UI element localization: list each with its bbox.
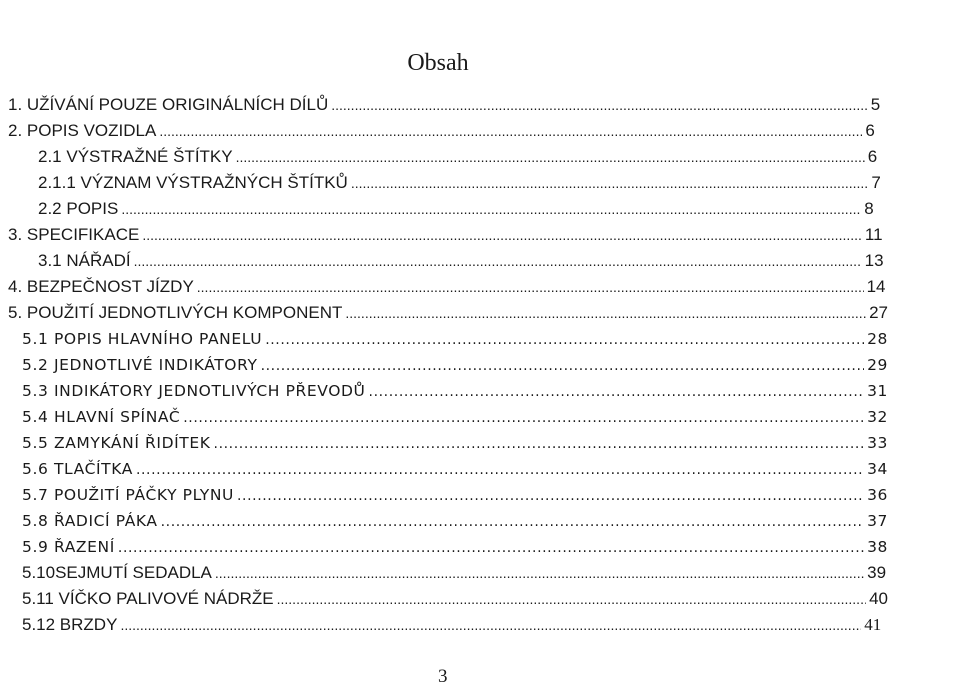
toc-entry[interactable] [8,118,888,144]
toc-leader [351,170,869,196]
toc-entry-page: 28 [867,330,888,348]
toc-entry[interactable] [38,196,888,222]
toc-leader [161,509,864,535]
toc-entry-label: 5.9 ŘAZENÍ [22,538,115,556]
toc-entry-label: 5.7 POUŽITÍ PÁČKY PLYNU [22,486,234,504]
toc-entry-page: 33 [867,434,888,452]
toc-leader [236,144,865,170]
toc-entry-label: 2. POPIS VOZIDLA [8,121,157,140]
toc-leader [331,92,868,118]
toc-entry-page: 38 [867,538,888,556]
toc-entry-label: 5.4 HLAVNÍ SPÍNAČ [22,408,181,426]
toc-entry-page: 14 [866,277,886,296]
toc-entry-label: 3.1 NÁŘADÍ [38,251,131,270]
toc-entry[interactable] [22,482,888,508]
toc-entry-page: 11 [864,225,883,244]
toc-entry-label: 5.2 JEDNOTLIVÉ INDIKÁTORY [22,356,258,374]
toc-entry[interactable] [38,170,888,196]
page-title: Obsah [407,50,469,76]
toc-entry-page: 37 [867,512,888,530]
toc-entry-label: 5. POUŽITÍ JEDNOTLIVÝCH KOMPONENT [8,303,343,322]
toc-entry[interactable] [22,612,888,638]
toc-entry-page: 29 [867,356,888,374]
toc-entry[interactable] [22,352,888,378]
toc-entry[interactable] [22,430,888,456]
toc-entry-label: 5.5 ZAMYKÁNÍ ŘIDÍTEK [22,434,211,452]
toc-leader [120,612,861,638]
toc-entry-page: 5 [870,95,881,114]
toc-entry-page: 13 [864,251,884,270]
toc-entry-label: 4. BEZPEČNOST JÍZDY [8,277,194,296]
toc-leader [214,431,865,457]
toc-leader [369,379,865,405]
toc-entry[interactable] [22,326,888,352]
toc-entry[interactable] [8,92,888,118]
toc-leader [277,586,866,612]
toc-entry[interactable] [22,404,888,430]
toc-entry-label: 5.1 POPIS HLAVNÍHO PANELU [22,330,263,348]
toc-leader [121,196,861,222]
toc-entry[interactable] [22,560,888,586]
toc-leader [215,560,864,586]
toc-entry[interactable] [22,456,888,482]
toc-entry[interactable] [22,586,888,612]
toc-entry-label: 5.12 BRZDY [22,615,118,634]
toc-entry[interactable] [22,508,888,534]
toc-entry-label: 5.6 TLAČÍTKA [22,460,133,478]
toc-entry[interactable] [38,248,888,274]
toc-leader [183,405,864,431]
toc-entry[interactable] [22,378,888,404]
toc-entry-page: 41 [864,615,882,634]
toc-entry-page: 27 [869,303,888,322]
toc-entry-page: 6 [865,121,875,140]
toc-leader [134,248,862,274]
toc-entry-page: 6 [867,147,878,166]
toc-entry-label: 5.10SEJMUTÍ SEDADLA [22,563,212,582]
toc-entry-page: 31 [867,382,888,400]
toc-entry-label: 5.3 INDIKÁTORY JEDNOTLIVÝCH PŘEVODŮ [22,382,366,400]
toc-leader [136,457,864,483]
toc-entry-label: 2.1.1 VÝZNAM VÝSTRAŽNÝCH ŠTÍTKŮ [38,173,348,192]
toc-entry-label: 3. SPECIFIKACE [8,225,140,244]
toc-entry-label: 5.11 VÍČKO PALIVOVÉ NÁDRŽE [22,589,274,608]
toc-leader [265,327,864,353]
toc-leader [118,535,864,561]
toc-entry-label: 2.2 POPIS [38,199,119,218]
toc-leader [261,353,865,379]
page-number: 3 [438,666,448,687]
toc-leader [197,274,864,300]
toc-entry-label: 2.1 VÝSTRAŽNÉ ŠTÍTKY [38,147,233,166]
toc-leader [142,222,862,248]
toc-entry[interactable] [22,534,888,560]
toc-entry-page: 8 [864,199,874,218]
toc-entry-page: 39 [867,563,887,582]
toc-entry-page: 40 [869,589,888,608]
toc-entry-label: 5.8 ŘADICÍ PÁKA [22,512,158,530]
toc-entry-page: 7 [871,173,881,192]
toc-leader [237,483,864,509]
toc-entry-label: 1. UŽÍVÁNÍ POUZE ORIGINÁLNÍCH DÍLŮ [8,95,329,114]
toc-leader [345,300,866,326]
toc-entry-page: 36 [867,486,888,504]
toc-entry-page: 32 [867,408,888,426]
toc-entry[interactable] [8,274,888,300]
toc-entry[interactable] [8,300,888,326]
toc-entry[interactable] [8,222,888,248]
toc-entry[interactable] [38,144,888,170]
toc-leader [159,118,862,144]
toc-entry-page: 34 [867,460,888,478]
